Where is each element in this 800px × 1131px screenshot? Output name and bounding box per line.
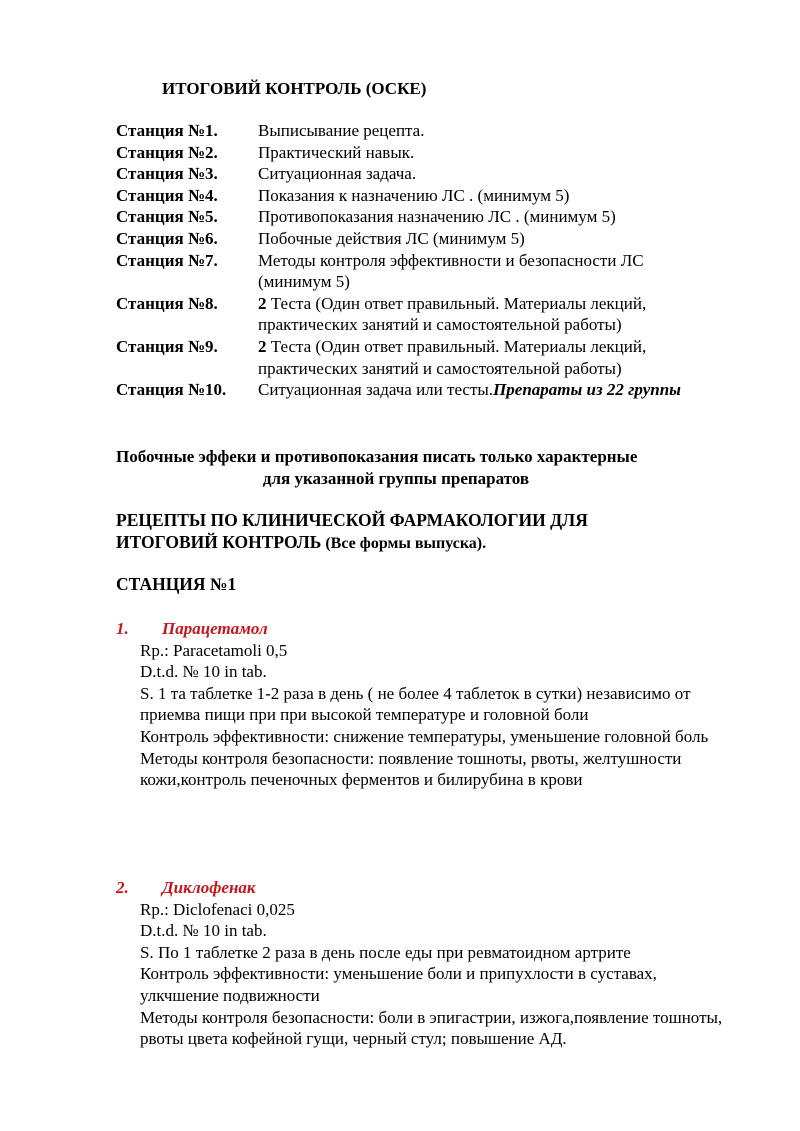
drug-number: 2. — [116, 878, 129, 897]
drug-heading — [116, 618, 726, 640]
section-title — [116, 510, 676, 554]
station-text — [258, 336, 698, 379]
station-text: Побочные действия ЛС (минимум 5) — [258, 228, 525, 248]
station-count: 2 — [258, 293, 267, 313]
signa-line: S. 1 та таблетке 1-2 раза в день ( не более 4 таблеток в сутки) независимо от приемва пищи при при высокой температуре и головной боли — [140, 683, 691, 725]
dtd-line: D.t.d. № 10 in tab. — [140, 921, 267, 941]
station-label: Станция №2. — [116, 142, 218, 162]
station-emphasis: Препараты из 22 группы — [493, 380, 681, 400]
dtd-line: D.t.d. № 10 in tab. — [140, 662, 267, 682]
station-row — [116, 163, 736, 185]
rp-line: Rp.: Diclofenaci 0,025 — [140, 899, 295, 919]
station-row — [116, 120, 736, 142]
signa-line: S. По 1 таблетке 2 раза в день после еды при ревматоидном артрите — [140, 942, 631, 962]
drug-name: Диклофенак — [162, 878, 256, 897]
station-label: Станция №1. — [116, 121, 218, 140]
station-row — [116, 142, 736, 164]
station-desc: Теста (Один ответ правильный. Материалы лекций, практических занятий и самостоятельной работы) — [258, 336, 647, 378]
drug-heading — [116, 877, 726, 899]
station-label: Станция №10. — [116, 380, 227, 400]
station-count: 2 — [258, 336, 267, 356]
drug-number: 1. — [116, 619, 129, 638]
section-title-sub: (Все формы выпуска). — [321, 534, 487, 552]
station-row — [116, 206, 736, 228]
station-row — [116, 250, 736, 293]
section-title-main: РЕЦЕПТЫ ПО КЛИНИЧЕСКОЙ ФАРМАКОЛОГИИ ДЛЯ ИТОГОВИЙ КОНТРОЛЬ — [116, 510, 588, 552]
station-text: Выписывание рецепта. — [258, 121, 425, 140]
station-text — [258, 293, 698, 336]
station-label: Станция №5. — [116, 207, 218, 227]
station-row — [116, 336, 736, 379]
station-text: Показания к назначению ЛС . (минимум 5) — [258, 185, 570, 205]
station-row — [116, 185, 736, 207]
station-text: Ситуационная задача. — [258, 164, 417, 184]
note-line: Побочные эффеки и противопоказания писать только характерные — [116, 447, 638, 466]
prescription — [116, 899, 726, 1050]
station-label: Станция №7. — [116, 250, 218, 270]
station-text: Противопоказания назначению ЛС . (минимум 5) — [258, 207, 616, 227]
station-row — [116, 228, 736, 250]
drug-name: Парацетамол — [162, 619, 268, 638]
station-text: Методы контроля эффективности и безопасности ЛС (минимум 5) — [258, 250, 644, 292]
station-label: Станция №6. — [116, 228, 218, 248]
stations-list — [116, 120, 736, 401]
rp-line: Rp.: Paracetamoli 0,5 — [140, 640, 288, 660]
station-text: Практический навык. — [258, 142, 415, 162]
station-label: Станция №4. — [116, 185, 218, 205]
station-label: Станция №9. — [116, 336, 218, 356]
note-line: для указанной группы препаратов — [262, 468, 530, 488]
drug-entry — [116, 618, 726, 791]
drug-entry — [116, 877, 726, 1050]
station-text — [258, 379, 698, 401]
page-title: ИТОГОВИЙ КОНТРОЛЬ (ОСКЕ) — [162, 79, 427, 98]
efficacy-line: Контроль эффективности: снижение температуры, уменьшение головной боль — [140, 726, 709, 746]
station-row — [116, 293, 736, 336]
efficacy-line: Контроль эффективности: уменьшение боли и припухлости в суставах, улкчшение подвижности — [140, 964, 657, 1005]
station-heading: СТАНЦИЯ №1 — [116, 574, 237, 594]
safety-line: Методы контроля безопасности: боли в эпигастрии, изжога,появление тошноты, рвоты цвета кофейной гущи, черный стул; повышение АД. — [140, 1007, 723, 1049]
station-desc: Ситуационная задача или тесты. — [258, 380, 494, 400]
station-row — [116, 379, 736, 401]
station-label: Станция №8. — [116, 293, 218, 313]
safety-line: Методы контроля безопасности: появление тошноты, рвоты, желтушности кожи,контроль печеночных ферментов и билирубина в крови — [140, 748, 682, 790]
station-desc: Теста (Один ответ правильный. Материалы лекций, практических занятий и самостоятельной работы) — [258, 293, 647, 335]
station-label: Станция №3. — [116, 164, 218, 184]
prescription — [116, 640, 726, 791]
instruction-note — [116, 446, 716, 489]
